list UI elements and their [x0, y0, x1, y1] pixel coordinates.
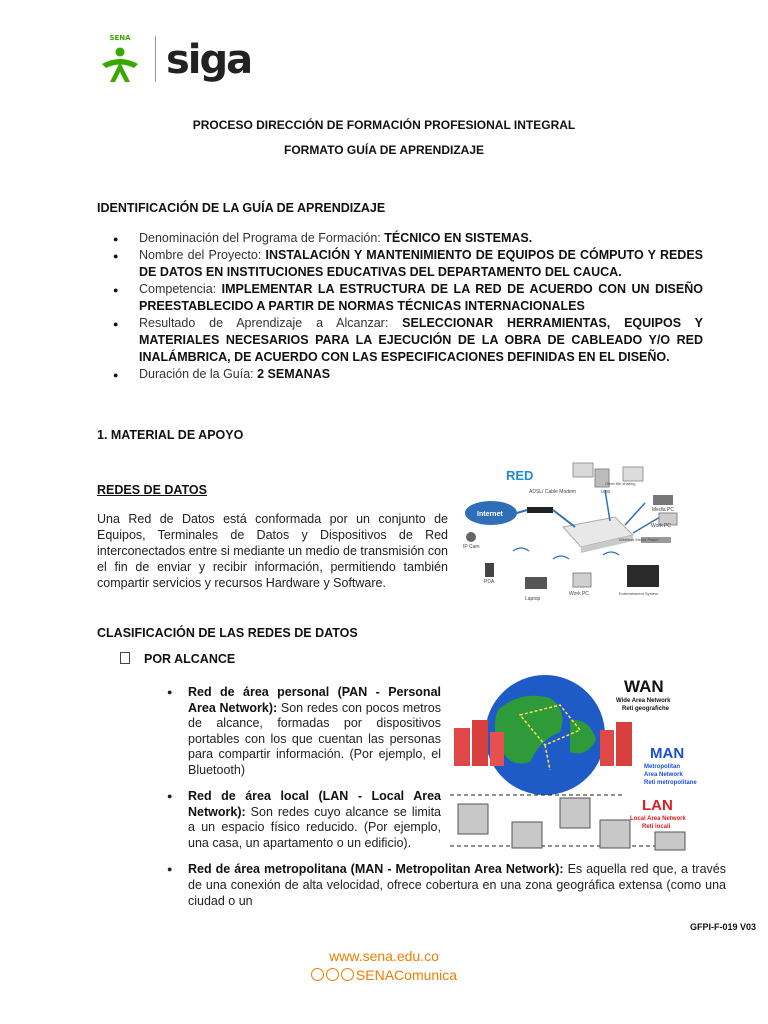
man-sub1: Metropolitan: [644, 764, 680, 770]
list-item: ● Nombre del Proyecto: INSTALACIÓN Y MANTENIMIENTO DE EQUIPOS DE CÓMPUTO Y REDES DE DATOS EN INSTITUCIONES EDUCATIVAS DEL DEPARTAMENTO DEL CAUCA.: [97, 247, 703, 281]
building-icon: [490, 732, 504, 766]
media-pc-label: Media PC: [652, 507, 674, 513]
network-link: [605, 490, 610, 521]
list-item: ● Duración de la Guía: 2 SEMANAS: [97, 366, 703, 383]
building-icon: [472, 720, 488, 766]
work-pc-2-icon: [573, 573, 591, 587]
wifi-icon: [513, 548, 529, 551]
lan-sub1: Local Area Network: [630, 816, 686, 822]
identificacion-list: [97, 230, 703, 383]
alcance-row: [120, 652, 235, 666]
format-title: FORMATO GUÍA DE APRENDIZAJE: [283, 143, 484, 157]
alcance-label: POR ALCANCE: [144, 652, 236, 666]
work-pc-2-label: Work PC: [569, 591, 589, 597]
process-title: PROCESO DIRECCIÓN DE FORMACIÓN PROFESIONAL INTEGRAL: [192, 118, 576, 132]
modem-icon: [527, 507, 553, 513]
list-item-man: ● Red de área metropolitana (MAN - Metropolitan Area Network): Es aquella red que, a través de una conexión de alta velocidad, ofrece cobertura en una zona geográfica extensa (como una ciudad o un: [165, 861, 726, 909]
list-item-pan: ● Red de área personal (PAN - Personal Area Network): Son redes con pocos metros de alcance, formadas por dispositivos portables con los que cuentan las personas para compartir información. (Por ejemplo, el Bluetooth): [165, 685, 441, 778]
building-icon: [454, 728, 470, 766]
media-pc-icon: [653, 495, 673, 505]
man-sub3: Reti metropolitane: [644, 780, 697, 786]
redes-paragraph: Una Red de Datos está conformada por un conjunto de Equipos, Terminales de Datos y Dispositivos de Red interconectados entre si mediante un medio de transmisión con el fin de enviar y recibir información, permitiendo también compartir servicios y recursos Hardware y Software.: [97, 512, 448, 590]
usb-label: USB: [601, 489, 611, 494]
entertainment-label: Entertainment System: [619, 591, 659, 596]
media-player-label: Wireless Media Player: [619, 537, 659, 542]
pda-label: PDA: [484, 579, 495, 585]
building-icon: [600, 730, 614, 766]
list-item: ● Resultado de Aprendizaje a Alcanzar: SELECCIONAR HERRAMIENTAS, EQUIPOS Y MATERIALES NECESARIOS PARA LA EJECUCIÓN DE LA OBRA DE CABLEADO Y/O RED INALÁMBRICA, DE ACUERDO CON LAS ESPECIFICACIONES DEFINIDAS EN EL DISEÑO.: [97, 315, 703, 366]
list-item-lan: ● Red de área local (LAN - Local Area Network): Son redes cuyo alcance se limita a un espacio físico reducido. (Por ejemplo, una casa, un apartamento o un edificio).: [165, 789, 441, 851]
redes-heading: REDES DE DATOS: [97, 483, 207, 497]
man-sub2: Area Network: [644, 772, 683, 778]
social-icon: [341, 968, 354, 981]
red-diagram-title: RED: [506, 468, 534, 483]
laptop-label: Laptop: [525, 596, 541, 602]
siga-logo: siga: [166, 37, 252, 83]
ip-cam-icon: [466, 532, 476, 542]
identificacion-heading: IDENTIFICACIÓN DE LA GUÍA DE APRENDIZAJE: [97, 201, 386, 215]
wifi-icon: [603, 552, 619, 555]
network-link: [517, 510, 527, 513]
office-building-icon: [600, 820, 630, 848]
share-printer-icon: [623, 467, 643, 481]
lan-label: LAN: [642, 797, 673, 814]
network-link: [625, 503, 645, 525]
internet-label: Internet: [477, 511, 503, 518]
footer-url[interactable]: www.sena.edu.co: [329, 948, 439, 964]
list-item: ● Competencia: IMPLEMENTAR LA ESTRUCTURA DE LA RED DE ACUERDO CON UN DISEÑO PREESTABLECIDO A PARTIR DE NORMAS TÉCNICAS INTERNACIONALES: [97, 281, 703, 315]
wan-man-lan-diagram: [450, 670, 705, 860]
office-building-icon: [512, 822, 542, 848]
wan-label: WAN: [624, 677, 664, 696]
footer-social[interactable]: [0, 967, 768, 983]
clasificacion-heading: CLASIFICACIÓN DE LAS REDES DE DATOS: [97, 626, 358, 640]
material-heading: 1. MATERIAL DE APOYO: [97, 428, 244, 442]
printer-share-label: Other file sharing: [605, 481, 636, 486]
social-icon: [326, 968, 339, 981]
pda-icon: [485, 563, 494, 577]
red-diagram: [455, 455, 705, 605]
wan-sub1: Wide Area Network: [616, 698, 671, 704]
list-item: ● Denominación del Programa de Formación: TÉCNICO EN SISTEMAS.: [97, 230, 703, 247]
document-code: GFPI-F-019 V03: [689, 922, 756, 932]
ip-cam-label: IP Cam: [463, 544, 480, 550]
tv-icon: [627, 565, 659, 587]
sena-logo: [96, 34, 144, 84]
work-pc-label: Work PC: [651, 523, 671, 529]
modem-label: ADSL/ Cable Modem: [529, 489, 576, 495]
wifi-icon: [553, 556, 569, 559]
lan-sub2: Reti locali: [642, 824, 671, 830]
office-building-icon: [655, 832, 685, 850]
building-icon: [616, 722, 632, 766]
network-types-list: [165, 685, 441, 862]
network-link: [553, 510, 575, 527]
wan-sub2: Reti geografiche: [622, 706, 670, 712]
logo-divider: [155, 36, 156, 82]
man-label: MAN: [650, 745, 685, 762]
sena-logo-text: SENA: [109, 34, 131, 42]
social-handle: SENAComunica: [355, 967, 458, 983]
printer-icon: [573, 463, 593, 477]
laptop-icon: [525, 577, 547, 589]
social-icon: [311, 968, 324, 981]
office-building-icon: [560, 798, 590, 828]
office-building-icon: [458, 804, 488, 834]
checkbox-bullet-icon: [120, 652, 130, 664]
